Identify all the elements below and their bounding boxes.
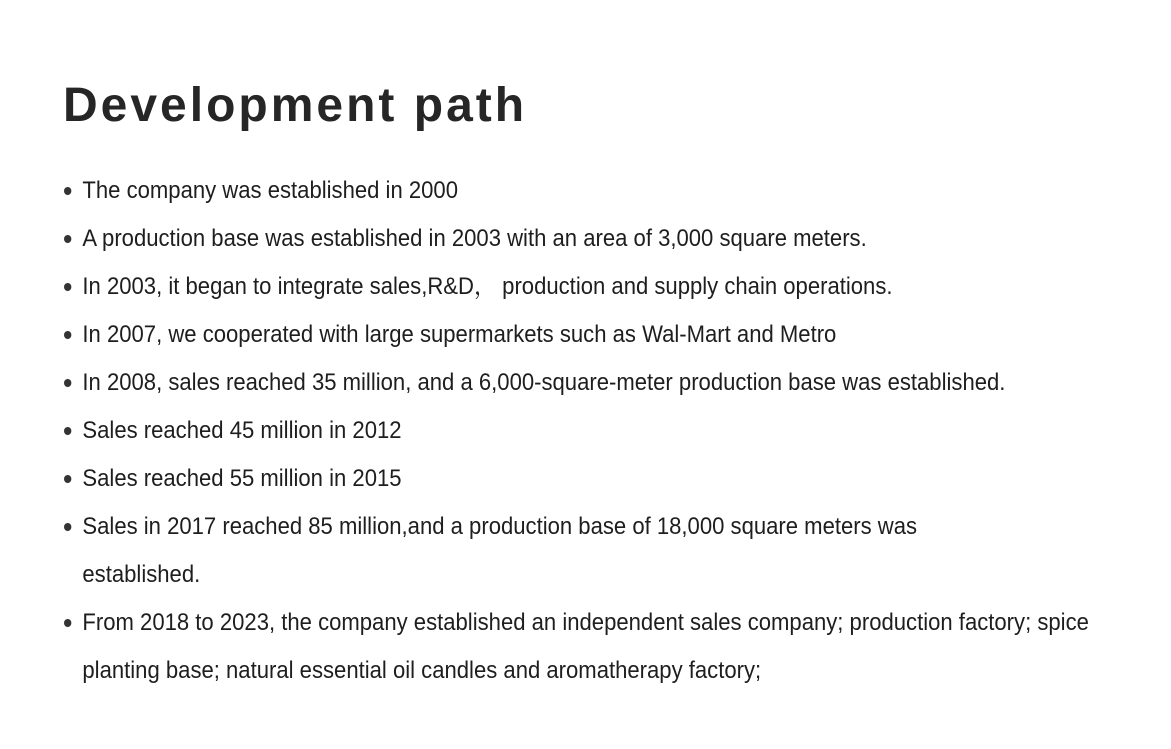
bullet-dot-icon: [64, 283, 71, 291]
list-item-text: Sales in 2017 reached 85 million,and a production base of 18,000 square meters was established.: [82, 513, 918, 588]
bullet-dot-icon: [64, 619, 71, 627]
bullet-dot-icon: [64, 379, 71, 387]
bullet-dot-icon: [64, 235, 71, 243]
list-item-text: In 2008, sales reached 35 million, and a 6,000-square-meter production base was established.: [82, 369, 1006, 396]
list-item-text: Sales reached 55 million in 2015: [82, 465, 402, 492]
list-item: [64, 167, 1168, 215]
list-item: [64, 359, 1168, 407]
list-item-text: In 2003, it began to integrate sales,R&D， production and supply chain operations.: [82, 273, 893, 300]
list-item-text: In 2007, we cooperated with large supermarkets such as Wal-Mart and Metro: [82, 321, 837, 348]
bullet-dot-icon: [64, 187, 71, 195]
development-timeline-list: [64, 167, 1164, 695]
list-item: [64, 263, 1168, 311]
bullet-dot-icon: [64, 427, 71, 435]
list-item: [64, 503, 1039, 599]
bullet-dot-icon: [64, 331, 71, 339]
list-item: [64, 215, 1168, 263]
list-item: [64, 599, 1168, 695]
list-item-text: A production base was established in 2003 with an area of 3,000 square meters.: [82, 225, 867, 252]
list-item-text: Sales reached 45 million in 2012: [82, 417, 402, 444]
list-item: [64, 407, 1168, 455]
bullet-dot-icon: [64, 475, 71, 483]
page-title: Development path: [63, 79, 528, 132]
bullet-dot-icon: [64, 523, 71, 531]
list-item-text: The company was established in 2000: [82, 177, 458, 204]
list-item-text: From 2018 to 2023, the company established an independent sales company; production factory; spice planting base; natural essential oil candles and aromatherapy factory;: [82, 609, 1089, 684]
list-item: [64, 311, 1168, 359]
list-item: [64, 455, 1168, 503]
